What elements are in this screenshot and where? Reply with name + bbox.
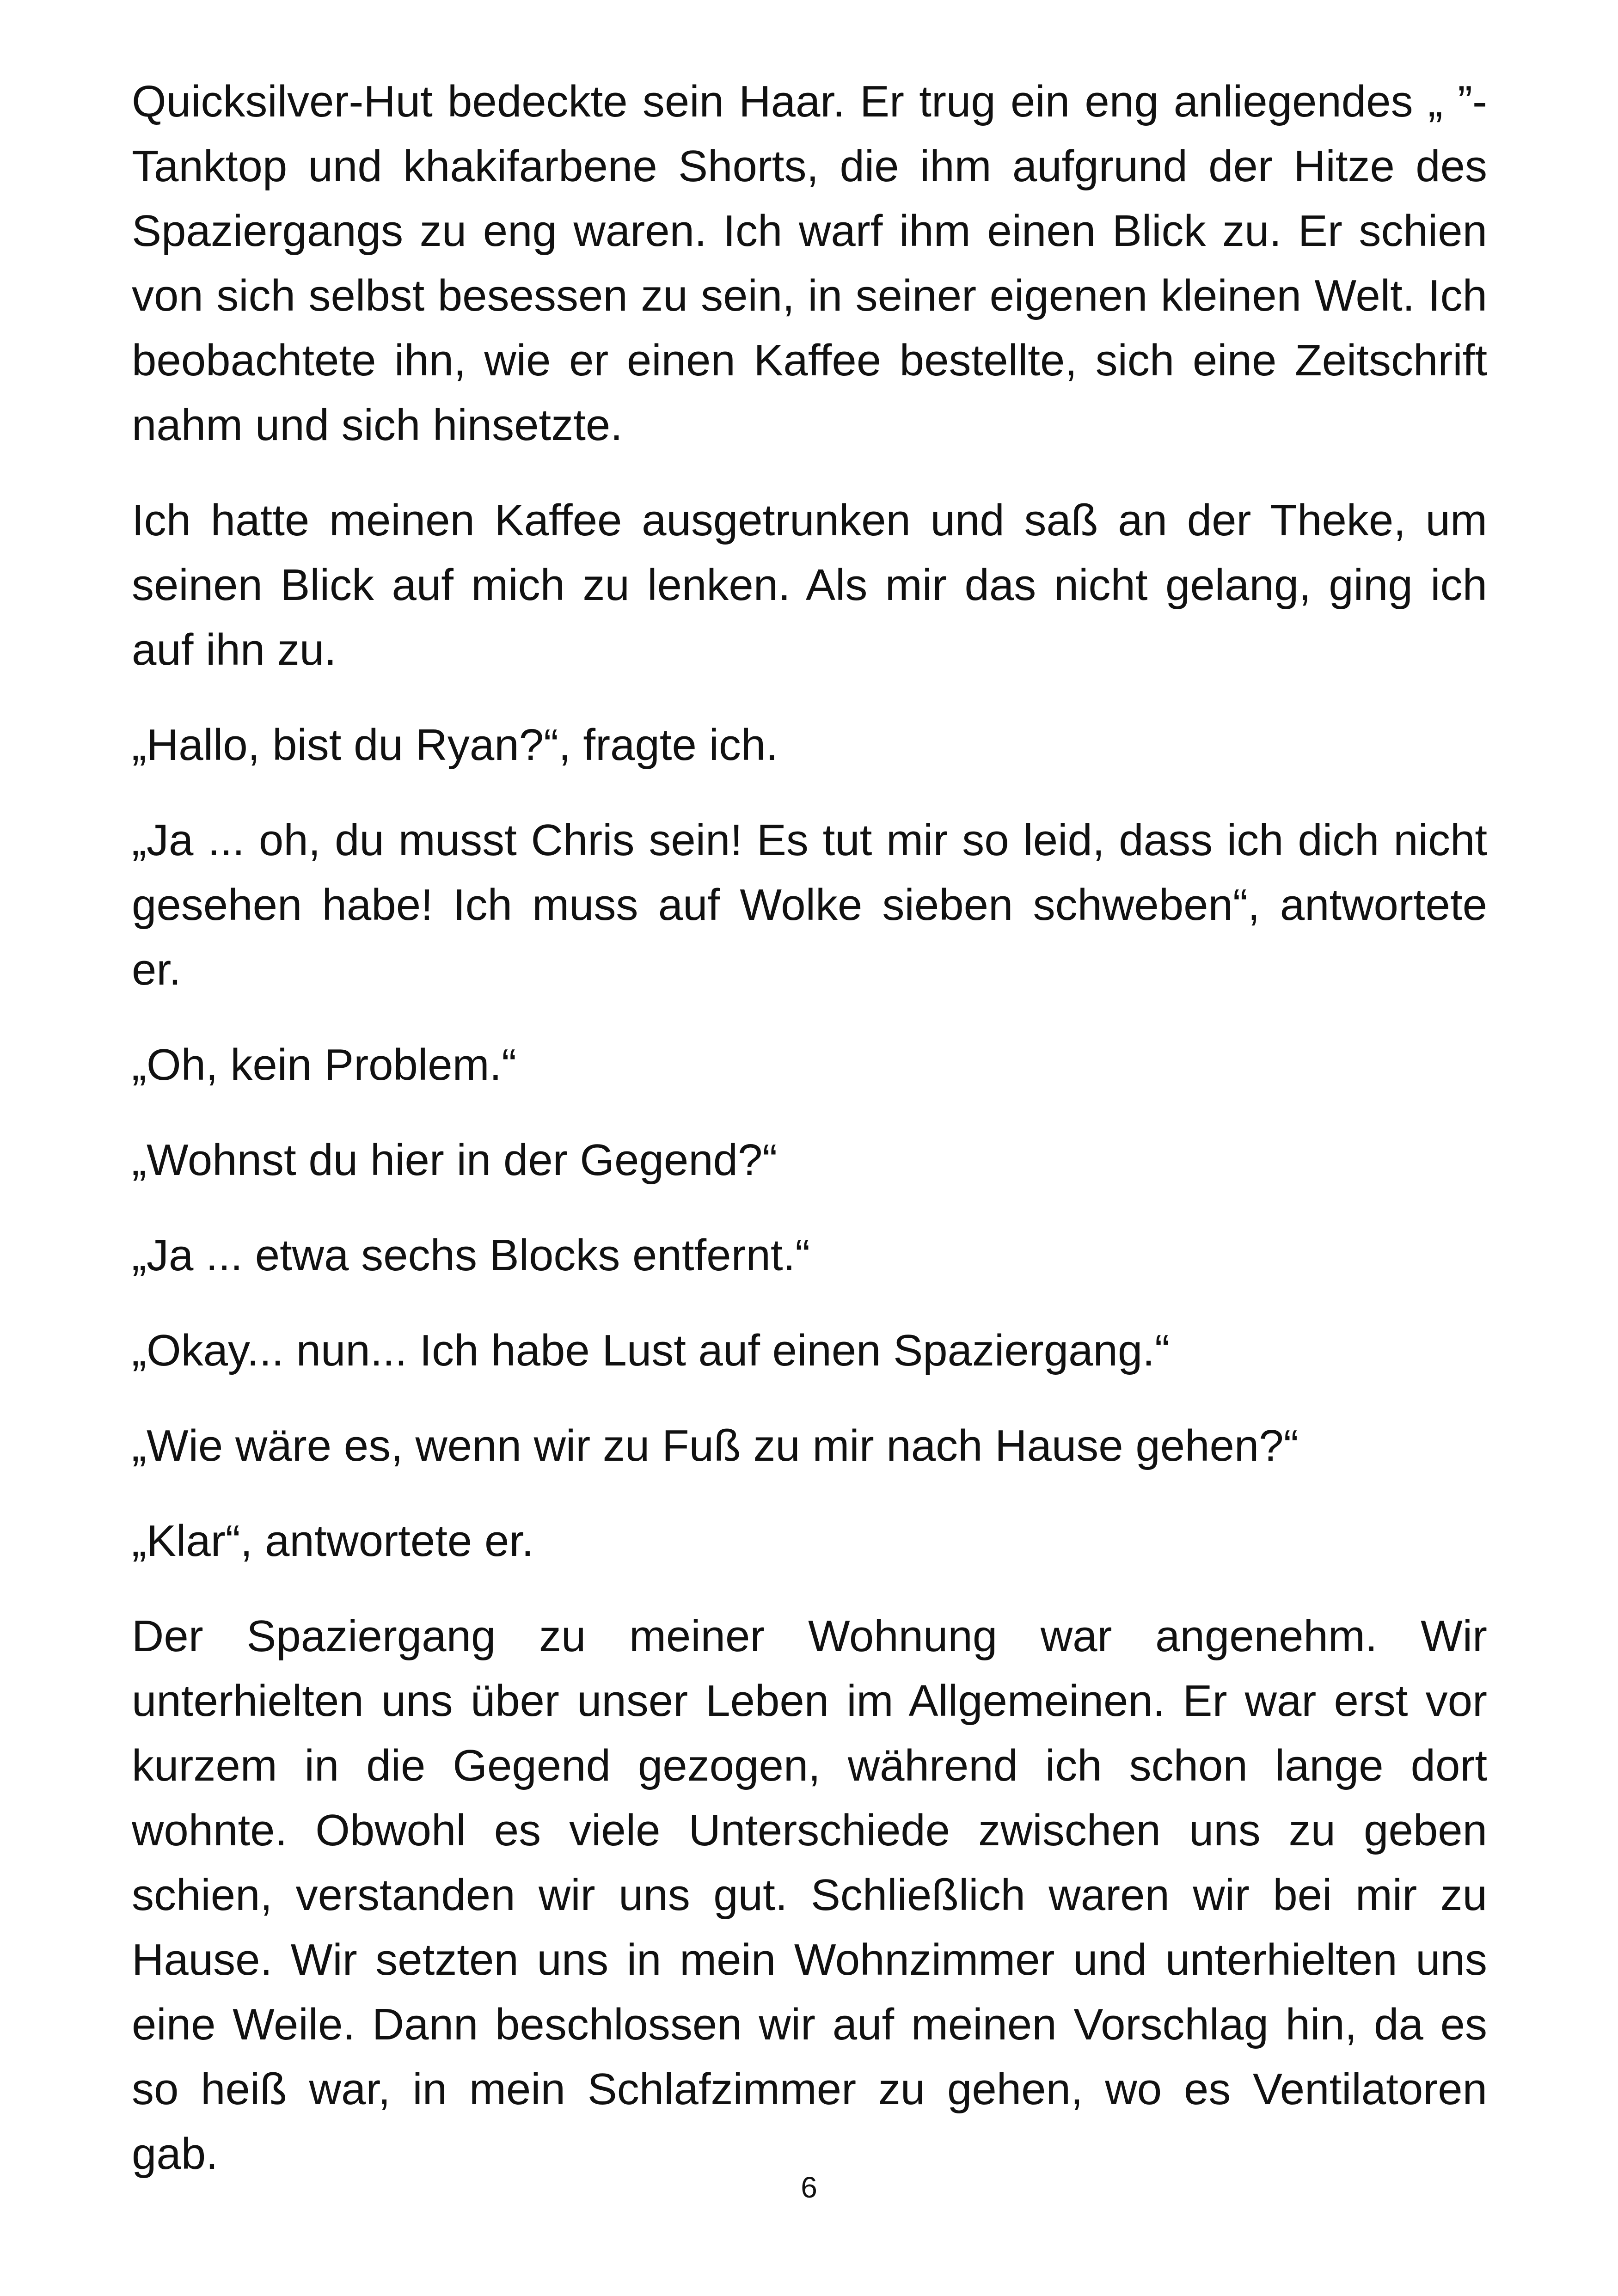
- paragraph: „Wie wäre es, wenn wir zu Fuß zu mir nach Hause gehen?“: [132, 1421, 1299, 1470]
- paragraph: „Hallo, bist du Ryan?“, fragte ich.: [132, 720, 778, 770]
- paragraph: „Okay... nun... Ich habe Lust auf einen Spaziergang.“: [132, 1326, 1170, 1375]
- page-number: 6: [801, 2171, 817, 2204]
- paragraph: „Wohnst du hier in der Gegend?“: [132, 1135, 778, 1185]
- paragraph: Ich hatte meinen Kaffee ausgetrunken und saß an der Theke, um seinen Blick auf mich zu lenken. Als mir das nicht gelang, ging ich auf ihn zu.: [132, 496, 1487, 674]
- paragraph: „Ja ... oh, du musst Chris sein! Es tut mir so leid, dass ich dich nicht gesehen habe! Ich muss auf Wolke sieben schweben“, antwortete er.: [132, 815, 1487, 994]
- paragraph: Der Spaziergang zu meiner Wohnung war angenehm. Wir unterhielten uns über unser Leben im Allgemeinen. Er war erst vor kurzem in die Gegend gezogen, während ich schon lange dort wohnte. Obwohl es viele Unterschiede zwischen uns zu geben schien, verstanden wir uns gut. Schließlich waren wir bei mir zu Hause. Wir setzten uns in mein Wohnzimmer und unterhielten uns eine Weile. Dann beschlossen wir auf meinen Vorschlag hin, da es so heiß war, in mein Schlafzimmer zu gehen, wo es Ventilatoren gab.: [132, 1611, 1487, 2179]
- paragraph: „Oh, kein Problem.“: [132, 1040, 517, 1090]
- paragraph: „Ja ... etwa sechs Blocks entfernt.“: [132, 1231, 810, 1280]
- text-body: [132, 69, 1487, 2217]
- paragraph: „Klar“, antwortete er.: [132, 1516, 534, 1566]
- paragraph: Quicksilver-Hut bedeckte sein Haar. Er trug ein eng anliegendes „ ”-Tanktop und khakifarbene Shorts, die ihm aufgrund der Hitze des Spaziergangs zu eng waren. Ich warf ihm einen Blick zu. Er schien von sich selbst besessen zu sein, in seiner eigenen kleinen Welt. Ich beobachtete ihn, wie er einen Kaffee bestellte, sich eine Zeitschrift nahm und sich hinsetzte.: [132, 77, 1487, 450]
